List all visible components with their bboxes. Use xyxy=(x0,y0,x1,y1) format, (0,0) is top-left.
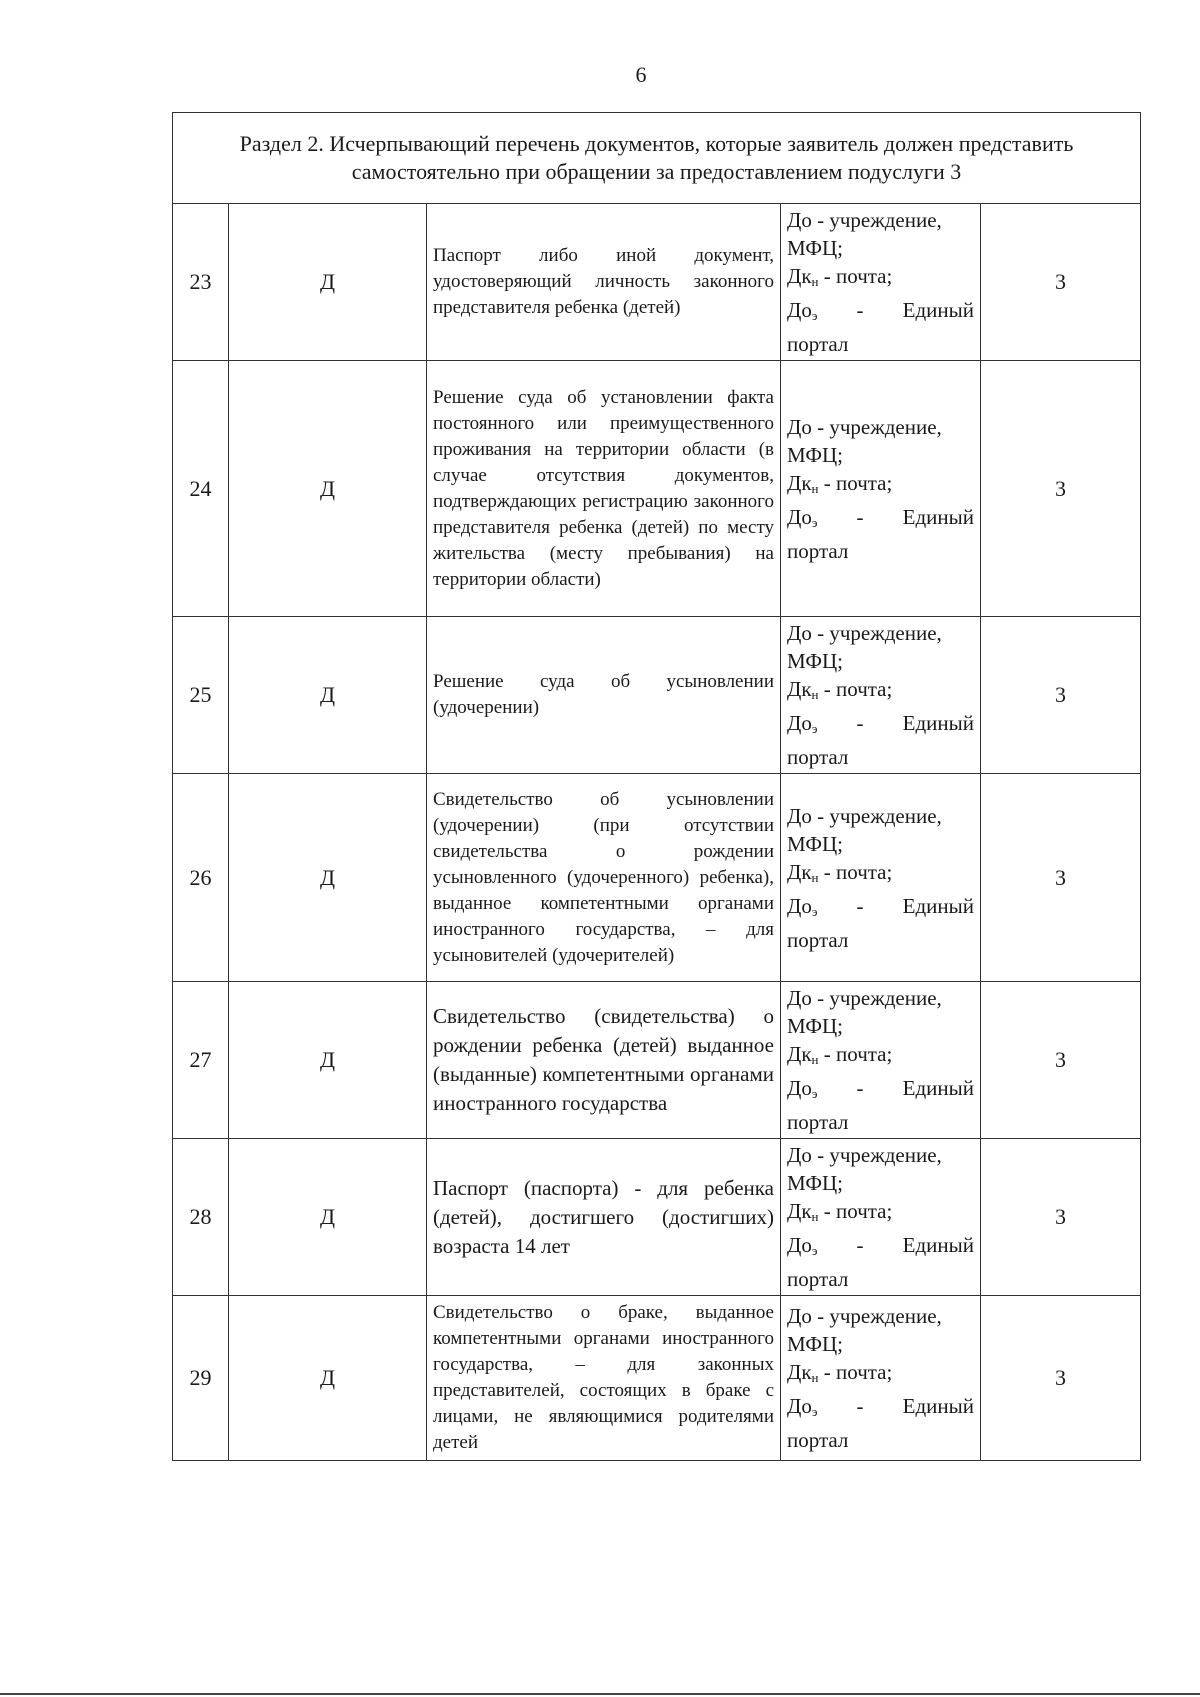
document-type: Д xyxy=(229,361,427,617)
where-line-4 xyxy=(787,1231,974,1265)
page-bottom-rule xyxy=(0,1693,1200,1695)
where-line-3-prefix: Дк xyxy=(787,1360,812,1384)
where-line-2: МФЦ; xyxy=(787,831,843,856)
page-number: 6 xyxy=(635,62,647,87)
row-number: 27 xyxy=(173,982,229,1139)
section-header-row xyxy=(173,113,1141,204)
document-name: Свидетельство об усыновлении (удочерении) (при отсутствии свидетельства о рождении усыновленного (удочеренного) ребенка), выданное компетентными органами иностранного государства, – для усыновителей (удочерителей) xyxy=(427,774,781,982)
where-line-4-sub: э xyxy=(811,721,818,736)
where-line-4-prefix: До xyxy=(787,893,812,918)
where-line-4-label xyxy=(787,1074,817,1108)
table-row xyxy=(173,617,1141,774)
where-line-4-word: Единый xyxy=(902,504,974,529)
document-name: Свидетельство (свидетельства) о рождении ребенка (детей) выданное (выданные) компетентными органами иностранного государства xyxy=(427,982,781,1139)
table-row xyxy=(173,774,1141,982)
where-line-3 xyxy=(787,1358,974,1392)
where-line-1: До - учреждение, xyxy=(787,803,942,828)
where-line-3-prefix: Дк xyxy=(787,1042,812,1066)
where-line-3-suffix: - почта; xyxy=(818,470,893,495)
where-line-3-suffix: - почта; xyxy=(818,1042,893,1066)
section-title: Раздел 2. Исчерпывающий перечень документов, которые заявитель должен представить самостоятельно при обращении за предоставлением подуслуги 3 xyxy=(173,113,1141,204)
where-line-3-sub: н xyxy=(811,1370,819,1385)
table-row xyxy=(173,204,1141,361)
where-line-4-prefix: До xyxy=(787,1076,812,1100)
where-line-4-sub: э xyxy=(811,308,818,323)
where-line-4-label xyxy=(787,503,817,537)
term-value: 3 xyxy=(981,982,1141,1139)
where-line-4-word: Единый xyxy=(902,1233,974,1257)
where-line-5: портал xyxy=(787,1428,849,1452)
where-line-4-prefix: До xyxy=(787,711,812,735)
where-line-5: портал xyxy=(787,927,849,952)
where-line-4-dash: - xyxy=(856,711,864,735)
document-name: Паспорт (паспорта) - для ребенка (детей), достигшего (достигших) возраста 14 лет xyxy=(427,1139,781,1296)
document-type: Д xyxy=(229,617,427,774)
where-line-2: МФЦ; xyxy=(787,1171,843,1195)
where-line-3-sub: н xyxy=(811,274,819,289)
where-line-3-suffix: - почта; xyxy=(818,1360,893,1384)
term-value: 3 xyxy=(981,1296,1141,1461)
where-line-3-suffix: - почта; xyxy=(818,677,893,701)
where-line-1: До - учреждение, xyxy=(787,621,942,645)
term-value: 3 xyxy=(981,774,1141,982)
where-line-4-sub: э xyxy=(811,514,818,530)
where-line-3-sub: н xyxy=(811,1209,819,1224)
where-line-3 xyxy=(787,469,974,503)
where-line-4-dash: - xyxy=(856,1233,864,1257)
document-type: Д xyxy=(229,774,427,982)
document-name: Решение суда об усыновлении (удочерении) xyxy=(427,617,781,774)
where-line-4-prefix: До xyxy=(787,1233,812,1257)
term-value: 3 xyxy=(981,617,1141,774)
documents-table xyxy=(172,112,1141,1461)
where-line-2: МФЦ; xyxy=(787,649,843,673)
where-line-4-label xyxy=(787,892,817,926)
where-line-4-dash: - xyxy=(856,893,864,918)
table-row xyxy=(173,361,1141,617)
where-line-4-prefix: До xyxy=(787,298,812,322)
row-number: 25 xyxy=(173,617,229,774)
where-line-3-suffix: - почта; xyxy=(818,264,893,288)
document-name: Решение суда об установлении факта постоянного или преимущественного проживания на территории области (в случае отсутствия документов, подтверждающих регистрацию законного представителя ребенка (детей) по месту жительства (месту пребывания) на территории области) xyxy=(427,361,781,617)
submission-place xyxy=(781,617,981,774)
where-line-4-label xyxy=(787,1231,817,1265)
table-row xyxy=(173,1296,1141,1461)
where-line-1: До - учреждение, xyxy=(787,986,942,1010)
term-value: 3 xyxy=(981,361,1141,617)
where-line-4-dash: - xyxy=(856,1076,864,1100)
where-line-3-prefix: Дк xyxy=(787,677,812,701)
where-line-3-suffix: - почта; xyxy=(818,859,893,884)
row-number: 28 xyxy=(173,1139,229,1296)
document-name: Паспорт либо иной документ, удостоверяющий личность законного представителя ребенка (детей) xyxy=(427,204,781,361)
where-line-4-dash: - xyxy=(856,1394,864,1418)
row-number: 29 xyxy=(173,1296,229,1461)
where-line-5: портал xyxy=(787,1110,849,1134)
where-line-3-sub: н xyxy=(811,869,819,885)
where-line-3 xyxy=(787,262,974,296)
where-line-5: портал xyxy=(787,745,849,769)
where-line-3 xyxy=(787,858,974,892)
row-number: 24 xyxy=(173,361,229,617)
where-line-4-sub: э xyxy=(811,903,818,919)
where-line-1: До - учреждение, xyxy=(787,414,942,439)
where-line-4-word: Единый xyxy=(902,711,974,735)
where-line-4 xyxy=(787,1074,974,1108)
document-type: Д xyxy=(229,982,427,1139)
where-line-4 xyxy=(787,296,974,330)
document-type: Д xyxy=(229,1296,427,1461)
where-line-4-word: Единый xyxy=(902,298,974,322)
where-line-1: До - учреждение, xyxy=(787,1304,942,1328)
term-value: 3 xyxy=(981,1139,1141,1296)
where-line-4-dash: - xyxy=(856,298,864,322)
submission-place xyxy=(781,982,981,1139)
where-line-4-sub: э xyxy=(811,1243,818,1258)
where-line-4-dash: - xyxy=(856,504,864,529)
where-line-1: До - учреждение, xyxy=(787,1143,942,1167)
where-line-3-prefix: Дк xyxy=(787,1199,812,1223)
where-line-4-prefix: До xyxy=(787,1394,812,1418)
where-line-3-sub: н xyxy=(811,480,819,496)
table-row xyxy=(173,982,1141,1139)
where-line-3 xyxy=(787,675,974,709)
where-line-3-sub: н xyxy=(811,687,819,702)
document-name: Свидетельство о браке, выданное компетентными органами иностранного государства, – для законных представителей, состоящих в браке с лицами, не являющимися родителями детей xyxy=(427,1296,781,1461)
where-line-2: МФЦ; xyxy=(787,1332,843,1356)
where-line-4-word: Единый xyxy=(902,1394,974,1418)
term-value: 3 xyxy=(981,204,1141,361)
where-line-4-label xyxy=(787,296,817,330)
where-line-2: МФЦ; xyxy=(787,1014,843,1038)
table-row xyxy=(173,1139,1141,1296)
submission-place xyxy=(781,204,981,361)
where-line-3-prefix: Дк xyxy=(787,859,812,884)
where-line-4-sub: э xyxy=(811,1404,818,1419)
where-line-1: До - учреждение, xyxy=(787,208,942,232)
submission-place xyxy=(781,1296,981,1461)
where-line-4-prefix: До xyxy=(787,504,812,529)
row-number: 26 xyxy=(173,774,229,982)
where-line-3 xyxy=(787,1040,974,1074)
document-type: Д xyxy=(229,1139,427,1296)
where-line-4 xyxy=(787,1392,974,1426)
where-line-4 xyxy=(787,503,974,537)
where-line-3-prefix: Дк xyxy=(787,264,812,288)
where-line-5: портал xyxy=(787,538,849,563)
submission-place xyxy=(781,361,981,617)
where-line-4-label xyxy=(787,709,817,743)
where-line-3-prefix: Дк xyxy=(787,470,812,495)
where-line-4 xyxy=(787,892,974,926)
where-line-3-suffix: - почта; xyxy=(818,1199,893,1223)
document-type: Д xyxy=(229,204,427,361)
where-line-2: МФЦ; xyxy=(787,236,843,260)
where-line-5: портал xyxy=(787,1267,849,1291)
where-line-4-sub: э xyxy=(811,1086,818,1101)
where-line-4-word: Единый xyxy=(902,1076,974,1100)
row-number: 23 xyxy=(173,204,229,361)
where-line-4 xyxy=(787,709,974,743)
where-line-3 xyxy=(787,1197,974,1231)
submission-place xyxy=(781,1139,981,1296)
where-line-4-word: Единый xyxy=(902,893,974,918)
where-line-2: МФЦ; xyxy=(787,442,843,467)
where-line-5: портал xyxy=(787,332,849,356)
where-line-3-sub: н xyxy=(811,1052,819,1067)
submission-place xyxy=(781,774,981,982)
where-line-4-label xyxy=(787,1392,817,1426)
